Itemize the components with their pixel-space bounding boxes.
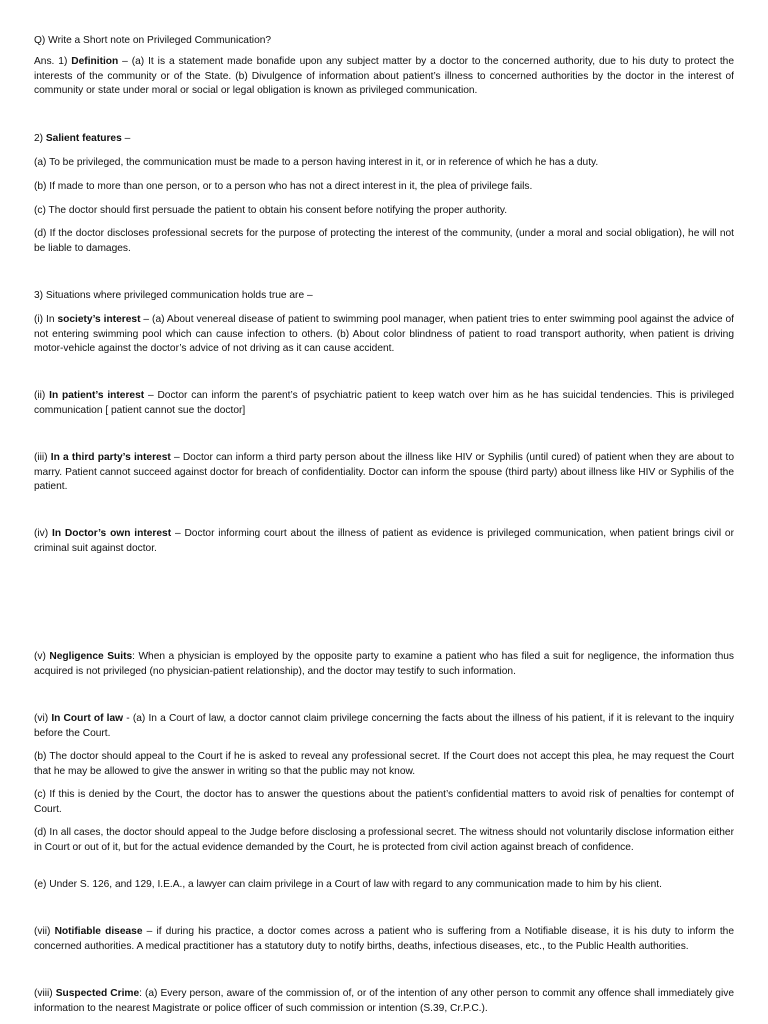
situation-iii xyxy=(34,451,734,495)
situation-iv-heading: In Doctor’s own interest xyxy=(52,528,172,539)
court-point-e: (e) Under S. 126, and 129, I.E.A., a lawyer can claim privilege in a Court of law with regard to any communication made to him by his client. xyxy=(34,879,662,890)
situation-vi-prefix: (vi) xyxy=(34,713,52,724)
situation-ii-heading: In patient’s interest xyxy=(49,390,145,401)
situation-vii-text: – if during his practice, a doctor comes across a patient who is suffering from a Notifiable disease, it is his duty to inform the concerned authorities. A medical practitioner has a statutory duty to notify births, deaths, infectious diseases, etc., to the Public Health authorities. xyxy=(34,926,734,952)
definition-heading: Definition xyxy=(71,56,119,67)
salient-title: Salient features xyxy=(45,133,122,144)
situation-i-prefix: (i) In xyxy=(34,314,58,325)
situations-heading: 3) Situations where privileged communication holds true are – xyxy=(34,290,313,301)
court-point-c: (c) If this is denied by the Court, the doctor has to answer the questions about the patient’s confidential matters to avoid risk of penalties for contempt of Court. xyxy=(34,789,734,815)
situation-ii-text: – Doctor can inform the parent’s of psychiatric patient to keep watch over him as he has suicidal tendencies. This is privileged communication [ patient cannot sue the doctor] xyxy=(34,390,734,416)
situation-vi-heading: In Court of law xyxy=(51,713,124,724)
situation-vii xyxy=(34,925,734,954)
situation-iii-heading: In a third party’s interest xyxy=(50,452,171,463)
salient-feature-c: (c) The doctor should first persuade the patient to obtain his consent before notifying the proper authority. xyxy=(34,205,508,216)
situation-vi xyxy=(34,712,734,741)
definition-text: – (a) It is a statement made bonafide upon any subject matter by a doctor to the concerned authority, due to his duty to protect the interests of the community or of the State. (b) Divulgence of information about patient’s illness to concerned authorities by the doctor in the interest of community or state under moral or social or legal obligation is known as privileged communication. xyxy=(34,56,734,96)
court-point-b: (b) The doctor should appeal to the Court if he is asked to reveal any professional secret. If the Court does not accept this plea, he may request the Court that he may be allowed to give the answer in writing so that the public may not know. xyxy=(34,751,734,777)
definition-paragraph xyxy=(34,55,734,99)
situation-v xyxy=(34,650,734,679)
salient-feature-d: (d) If the doctor discloses professional secrets for the purpose of protecting the interest of the community, (under a moral and social obligation), he will not be liable to damages. xyxy=(34,228,734,254)
situation-v-heading: Negligence Suits xyxy=(49,651,133,662)
situation-viii-text: : (a) Every person, aware of the commission of, or of the intention of any other person to commit any offence shall immediately give information to the nearest Magistrate or police officer of such commission or intention (S.39, Cr.P.C.). xyxy=(34,988,734,1014)
question-heading: Q) Write a Short note on Privileged Communication? xyxy=(34,35,272,46)
salient-dash: – xyxy=(121,133,131,144)
situation-iii-text: – Doctor can inform a third party person about the illness like HIV or Syphilis (until cured) of patient when they are about to marry. Patient cannot succeed against doctor for breach of confidentiality. Doctor can inform the spouse (third party) about illness like HIV or Syphilis of the patient. xyxy=(34,452,734,492)
situation-i-text: – (a) About venereal disease of patient to swimming pool manager, when patient tries to enter swimming pool against the advice of not entering swimming pool which can cause infection to others. (b) About color blindness of patient to road transport authority, when patient is driving motor-vehicle against the doctor’s advice of not driving as it can cause accident. xyxy=(34,314,734,354)
court-point-d: (d) In all cases, the doctor should appeal to the Judge before disclosing a professional secret. The witness should not voluntarily disclose information either in Court or out of it, but for the actual evidence demanded by the Court, he is protected from civil action against breach of confidence. xyxy=(34,827,734,853)
situation-iv-prefix: (iv) xyxy=(34,528,52,539)
situation-i xyxy=(34,313,734,357)
salient-number: 2) xyxy=(34,133,46,144)
situation-v-text: : When a physician is employed by the opposite party to examine a patient who has filed a suit for negligence, the information thus acquired is not privileged (no physician-patient relationship), and the doctor may testify to such information. xyxy=(34,651,734,677)
situation-viii-prefix: (viii) xyxy=(34,988,56,999)
situation-vii-prefix: (vii) xyxy=(34,926,55,937)
situation-iii-prefix: (iii) xyxy=(34,452,51,463)
salient-feature-a: (a) To be privileged, the communication must be made to a person having interest in it, or in reference of which he has a duty. xyxy=(34,157,599,168)
answer-number: Ans. 1) xyxy=(34,56,72,67)
situation-i-heading: society’s interest xyxy=(57,314,141,325)
situation-ii-prefix: (ii) xyxy=(34,390,50,401)
situation-vii-heading: Notifiable disease xyxy=(54,926,143,937)
situation-viii-heading: Suspected Crime xyxy=(55,988,140,999)
situation-viii xyxy=(34,987,734,1016)
salient-features-heading xyxy=(34,132,734,147)
situation-iv-text: – Doctor informing court about the illness of patient as evidence is privileged communication, when patient brings civil or criminal suit against doctor. xyxy=(34,528,734,554)
situation-v-prefix: (v) xyxy=(34,651,50,662)
situation-iv xyxy=(34,527,734,556)
situation-vi-text: - (a) In a Court of law, a doctor cannot claim privilege concerning the facts about the illness of his patient, if it is relevant to the inquiry before the Court. xyxy=(34,713,734,739)
situation-ii xyxy=(34,389,734,418)
salient-feature-b: (b) If made to more than one person, or to a person who has not a direct interest in it, the plea of privilege fails. xyxy=(34,181,533,192)
